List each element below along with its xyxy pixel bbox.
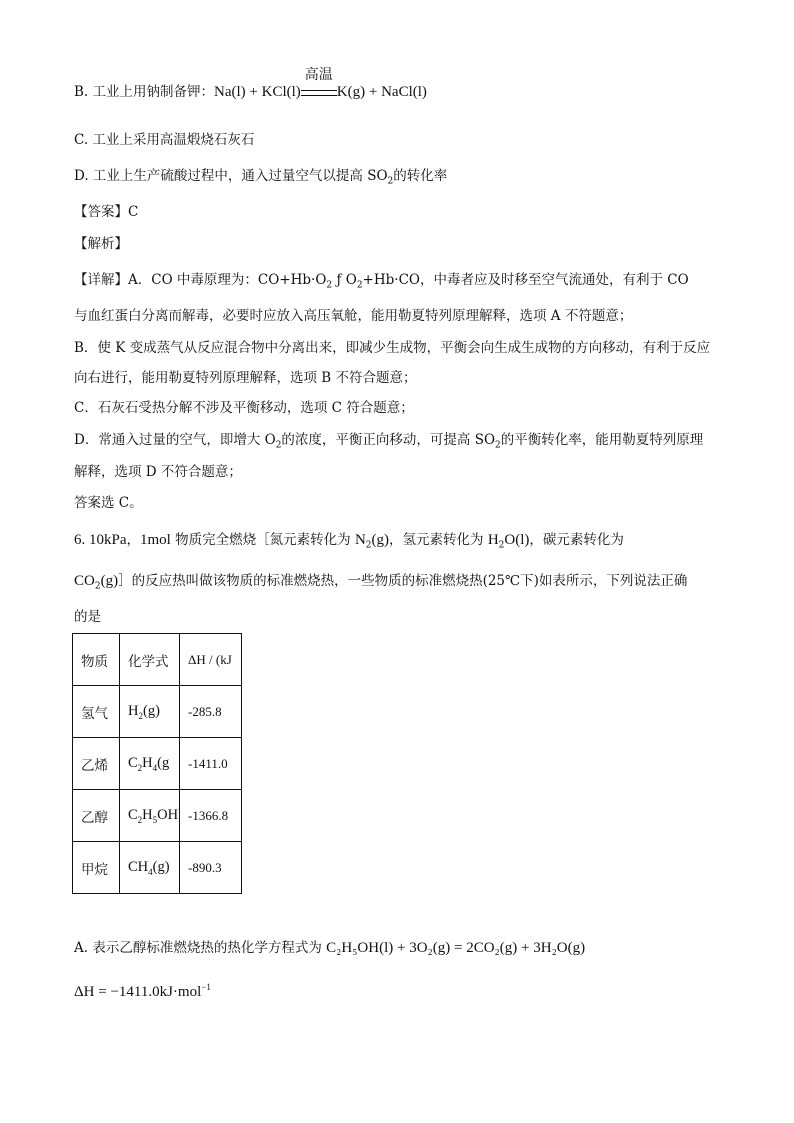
question-6-line-3: 的是: [74, 609, 101, 625]
table-header: ΔH / (kJ: [180, 634, 242, 686]
table-header: 化学式: [120, 634, 180, 686]
table-row: 甲烷 $CH_4(g)$ -890.3: [73, 842, 242, 894]
option-a: A. 表示乙醇标准燃烧热的热化学方程式为 C₂H₅OH(l) + 3O₂(g) = 2CO₂(g) + 3H₂O(g): [74, 940, 586, 956]
analysis-label: 【解析】: [74, 236, 128, 252]
detail-line-6: D．常通入过量的空气，即增大 $O_2$的浓度，平衡正向移动，可提高 $SO_2$的平衡转化率，能用勒夏特列原理: [74, 432, 704, 451]
table-row: 氢气 $H_2(g)$ -285.8: [73, 686, 242, 738]
detail-line-7: 解释，选项 D 不符合题意；: [74, 464, 242, 480]
option-b-text: B. 工业上用钠制备钾：: [74, 84, 215, 100]
option-b-rhs: K(g) + NaCl(l): [336, 84, 427, 100]
detail-line-1: 【详解】A．CO 中毒原理为：$CO+Hb\cdot O_2$ ƒ $O_2+Hb\cdot CO$，中毒者应及时移至空气流通处，有利于 CO: [74, 272, 689, 291]
answer-label: 【答案】C: [74, 204, 139, 220]
option-d: D. 工业上生产硫酸过程中，通入过量空气以提高 $SO_2$的转化率: [74, 168, 448, 187]
option-a-delta-h: ΔH = −1411.0kJ·mol$^{-1}$: [74, 982, 211, 1000]
condition-label: 高温: [304, 67, 333, 83]
table-header: 物质: [73, 634, 120, 686]
detail-line-4: 向右进行，能用勒夏特列原理解释，选项 B 不符合题意；: [74, 370, 417, 386]
question-6-line-2: $CO_2(g)]$的反应热叫做该物质的标准燃烧热，一些物质的标准燃烧热(25℃下)如表所示，下列说法正确: [74, 573, 688, 592]
combustion-heat-table: [72, 633, 242, 894]
table-row: 乙烯 $C_2H_4(g$ -1411.0: [73, 738, 242, 790]
detail-line-3: B．使 K 变成蒸气从反应混合物中分离出来，即减少生成物，平衡会向生成生成物的方向移动，有利于反应: [74, 340, 711, 356]
reaction-condition: [301, 67, 337, 102]
detail-line-2: 与血红蛋白分离而解毒，必要时应放入高压氧舱，能用勒夏特列原理解释，选项 A 不符题意；: [74, 308, 633, 324]
option-c: C. 工业上采用高温煅烧石灰石: [74, 132, 255, 148]
ethanol-equation: C₂H₅OH(l) + 3O₂(g) = 2CO₂(g) + 3H₂O(g): [326, 940, 586, 956]
detail-line-8: 答案选 C。: [74, 495, 143, 511]
option-b: [74, 67, 427, 102]
detail-line-5: C．石灰石受热分解不涉及平衡移动，选项 C 符合题意；: [74, 400, 414, 416]
table-row: 乙醇 $C_2H_5OH$ -1366.8: [73, 790, 242, 842]
option-b-lhs: Na(l) + KCl(l): [214, 84, 301, 100]
table-header-row: [73, 634, 242, 686]
equals-bars: [301, 90, 337, 96]
question-6-line-1: 6. 10kPa，1mol 物质完全燃烧［氮元素转化为 $N_2(g)$，氢元素转化为 $H_2O(l)$，碳元素转化为: [74, 532, 624, 551]
